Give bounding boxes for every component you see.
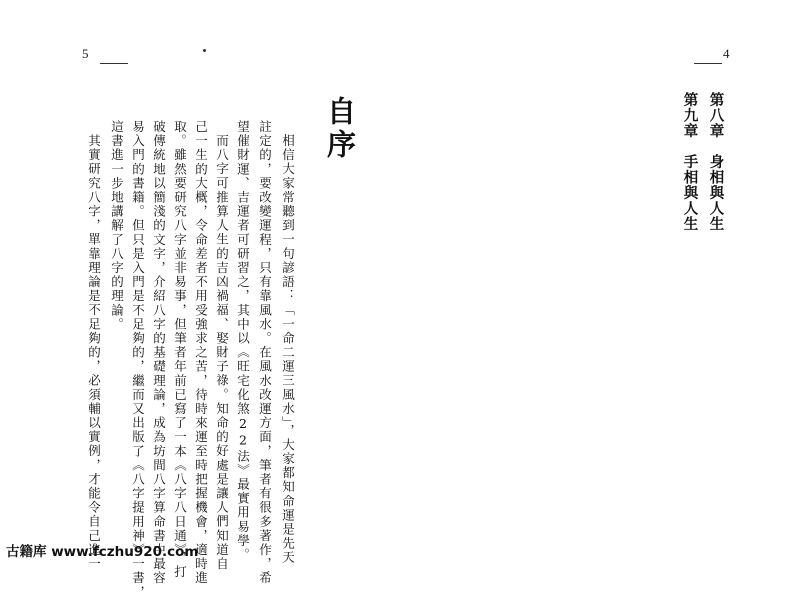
header-rule-right: [694, 63, 722, 64]
body-column-7: 破傳統地以簡淺的文字，介紹八字的基礎理論，成為坊間八字算命書中最容: [151, 120, 167, 586]
page-title: 自序: [323, 96, 357, 162]
body-column-4: 而八字可推算人生的吉凶禍福、娶財子祿。知命的好處是讓人們知道自: [214, 134, 230, 572]
body-column-10: 其實研究八字，單靠理論是不足夠的，必須輔以實例，才能令自己進一: [86, 134, 102, 572]
page-number-right: 4: [723, 46, 730, 61]
chapter-entry-9: 第九章 手相與人生: [681, 92, 698, 232]
watermark: 古籍库 www.fczhu920.com: [6, 544, 199, 560]
body-column-3: 望催財運、吉運者可研習之，其中以《旺宅化煞22法》最實用易學。: [235, 120, 251, 563]
body-column-2: 註定的，要改變運程，只有靠風水。在風水改運方面，筆者有很多著作，希: [257, 120, 273, 586]
body-column-9: 這書進一步地講解了八字的理論。: [109, 120, 125, 332]
body-column-1: 相信大家常聽到一句諺語：「一命二運三風水」，大家都知命運是先天: [280, 134, 296, 565]
chapter-entry-8: 第八章 身相與人生: [707, 92, 724, 232]
body-column-8: 易入門的書籍。但只是入門是不足夠的，繼而又出版了《八字提用神》一書，: [130, 120, 146, 599]
body-column-5: 己一生的大概，令命差者不用受強求之苦，待時來運至時把握機會，適時進: [193, 120, 209, 586]
body-column-6: 取。雖然要研究八字並非易事，但筆者年前已寫了一本《八字八日通》，打: [172, 120, 188, 580]
scan-speck: [203, 49, 206, 52]
page-number-left: 5: [82, 46, 89, 61]
header-rule-left: [100, 63, 128, 64]
